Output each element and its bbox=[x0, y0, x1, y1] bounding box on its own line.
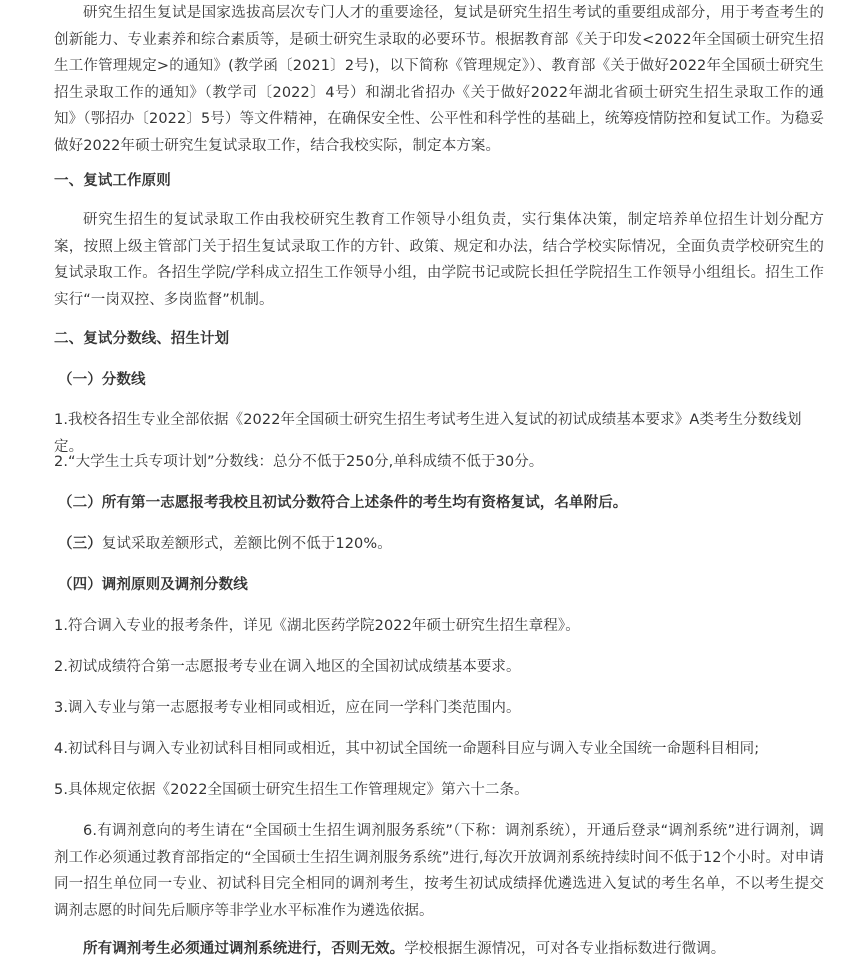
subheading-score-line: （一）分数线 bbox=[58, 372, 146, 388]
principles-paragraph: 研究生招生的复试录取工作由我校研究生教育工作领导小组负责，实行集体决策，制定培养单位招生计划分配方案，按照上级主管部门关于招生复试录取工作的方针、政策、规定和办法，结合学校实际情况，全面负责学校研究生的复试录取工作。各招生学院/学科成立招生工作领导小组，由学院书记或院长担任学院招生工作领导小组组长。招生工作实行“一岗双控、多岗监督”机制。 bbox=[54, 212, 824, 308]
subheading-eligibility: （二）所有第一志愿报考我校且初试分数符合上述条件的考生均有资格复试，名单附后。 bbox=[58, 495, 628, 511]
differential-ratio-line bbox=[58, 531, 828, 558]
subheading-label-3: （三） bbox=[58, 536, 102, 552]
adjustment-item-3: 3.调入专业与第一志愿报考专业相同或相近，应在同一学科门类范围内。 bbox=[54, 700, 521, 716]
subheading-adjustment: （四）调剂原则及调剂分数线 bbox=[58, 577, 248, 593]
adjustment-item-6: 6.有调剂意向的考生请在“全国硕士生招生调剂服务系统”（下称：调剂系统），开通后登录“调剂系统”进行调剂，调剂工作必须通过教育部指定的“全国硕士生招生调剂服务系统”进行,每次开放调剂系统持续时间不低于12个小时。对申请同一招生单位同一专业、初试科目完全相同的调剂考生，按考生初试成绩择优遴选进入复试的考生名单，不以考生提交调剂志愿的时间先后顺序等非学业水平标准作为遴选依据。 bbox=[54, 823, 824, 919]
differential-ratio-text: 复试采取差额形式，差额比例不低于120%。 bbox=[101, 536, 392, 552]
adjustment-item-2: 2.初试成绩符合第一志愿报考专业在调入地区的全国初试成绩基本要求。 bbox=[54, 659, 521, 675]
adjustment-item-5: 5.具体规定依据《2022全国硕士研究生招生工作管理规定》第六十二条。 bbox=[54, 782, 529, 798]
final-notice-rest: 学校根据生源情况，可对各专业指标数进行微调。 bbox=[404, 941, 726, 957]
score-line-item-1: 1.我校各招生专业全部依据《2022年全国硕士研究生招生考试考生进入复试的初试成绩基本要求》A类考生分数线划定。 bbox=[54, 412, 802, 455]
adjustment-item-1: 1.符合调入专业的报考条件，详见《湖北医药学院2022年硕士研究生招生章程》。 bbox=[54, 618, 580, 634]
intro-paragraph: 研究生招生复试是国家选拔高层次专门人才的重要途径，复试是研究生招生考试的重要组成部分，用于考查考生的创新能力、专业素养和综合素质等，是硕士研究生录取的必要环节。根据教育部《关于印发<2022年全国硕士研究生招生工作管理规定>的通知》(教学函〔2021〕2号)，以下简称《管理规定》）、教育部《关于做好2022年全国硕士研究生招生录取工作的通知》（教学司〔2022〕4号）和湖北省招办《关于做好2022年湖北省硕士研究生招生录取工作的通知》（鄂招办〔2022〕5号）等文件精神，在确保安全性、公平性和科学性的基础上，统筹疫情防控和复试工作。为稳妥做好2022年硕士研究生复试录取工作，结合我校实际，制定本方案。 bbox=[54, 5, 824, 154]
section-heading-principles: 一、复试工作原则 bbox=[54, 173, 171, 189]
score-line-item-2: 2.“大学生士兵专项计划”分数线：总分不低于250分,单科成绩不低于30分。 bbox=[54, 454, 544, 470]
section-heading-score-lines: 二、复试分数线、招生计划 bbox=[54, 331, 230, 347]
adjustment-item-4: 4.初试科目与调入专业初试科目相同或相近，其中初试全国统一命题科目应与调入专业全国统一命题科目相同; bbox=[54, 741, 760, 757]
final-notice-bold: 所有调剂考生必须通过调剂系统进行，否则无效。 bbox=[83, 941, 405, 957]
